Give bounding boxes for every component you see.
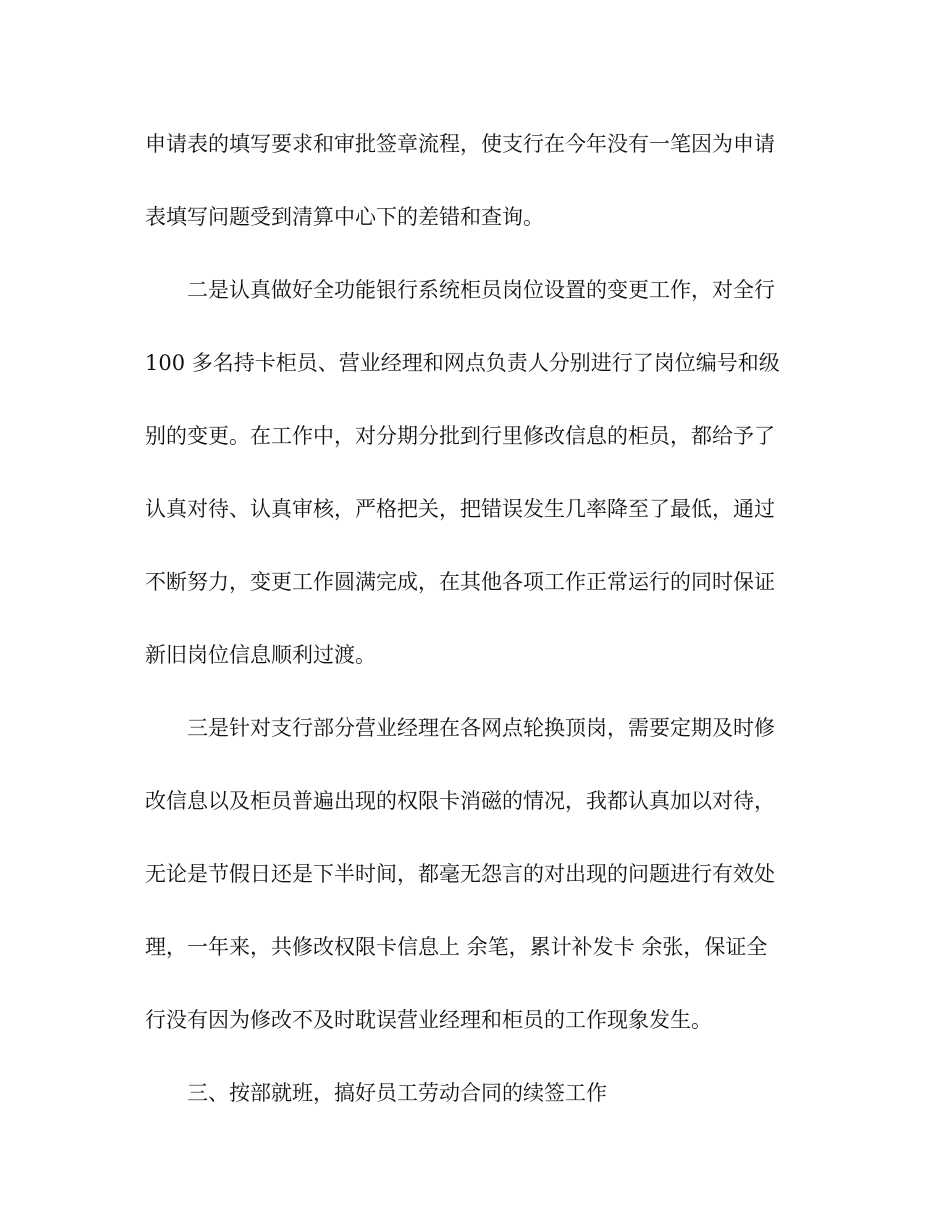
text-line-5: 别的变更。在工作中，对分期分批到行里修改信息的柜员，都给予了 — [145, 424, 775, 448]
paragraph-2-first-line: 二是认真做好全功能银行系统柜员岗位设置的变更工作，对全行 — [187, 278, 775, 302]
text-line-10: 改信息以及柜员普遍出现的权限卡消磁的情况，我都认真加以对待， — [145, 789, 775, 813]
text-line-7: 不断努力，变更工作圆满完成，在其他各项工作正常运行的同时保证 — [145, 570, 775, 594]
text-line-6: 认真对待、认真审核，严格把关，把错误发生几率降至了最低，通过 — [145, 497, 775, 521]
section-heading: 三、按部就班，搞好员工劳动合同的续签工作 — [187, 1081, 607, 1105]
text-line-8: 新旧岗位信息顺利过渡。 — [145, 643, 376, 667]
text-line-11: 无论是节假日还是下半时间，都毫无怨言的对出现的问题进行有效处 — [145, 862, 775, 886]
text-line-1: 申请表的填写要求和审批签章流程，使支行在今年没有一笔因为申请 — [145, 132, 775, 156]
text-line-12: 理，一年来，共修改权限卡信息上 余笔，累计补发卡 余张，保证全 — [145, 935, 768, 959]
text-line-2: 表填写问题受到清算中心下的差错和查询。 — [145, 205, 544, 229]
paragraph-3-first-line: 三是针对支行部分营业经理在各网点轮换顶岗，需要定期及时修 — [187, 716, 775, 740]
text-line-13: 行没有因为修改不及时耽误营业经理和柜员的工作现象发生。 — [145, 1008, 712, 1032]
text-line-4: 100 多名持卡柜员、营业经理和网点负责人分别进行了岗位编号和级 — [145, 351, 780, 375]
